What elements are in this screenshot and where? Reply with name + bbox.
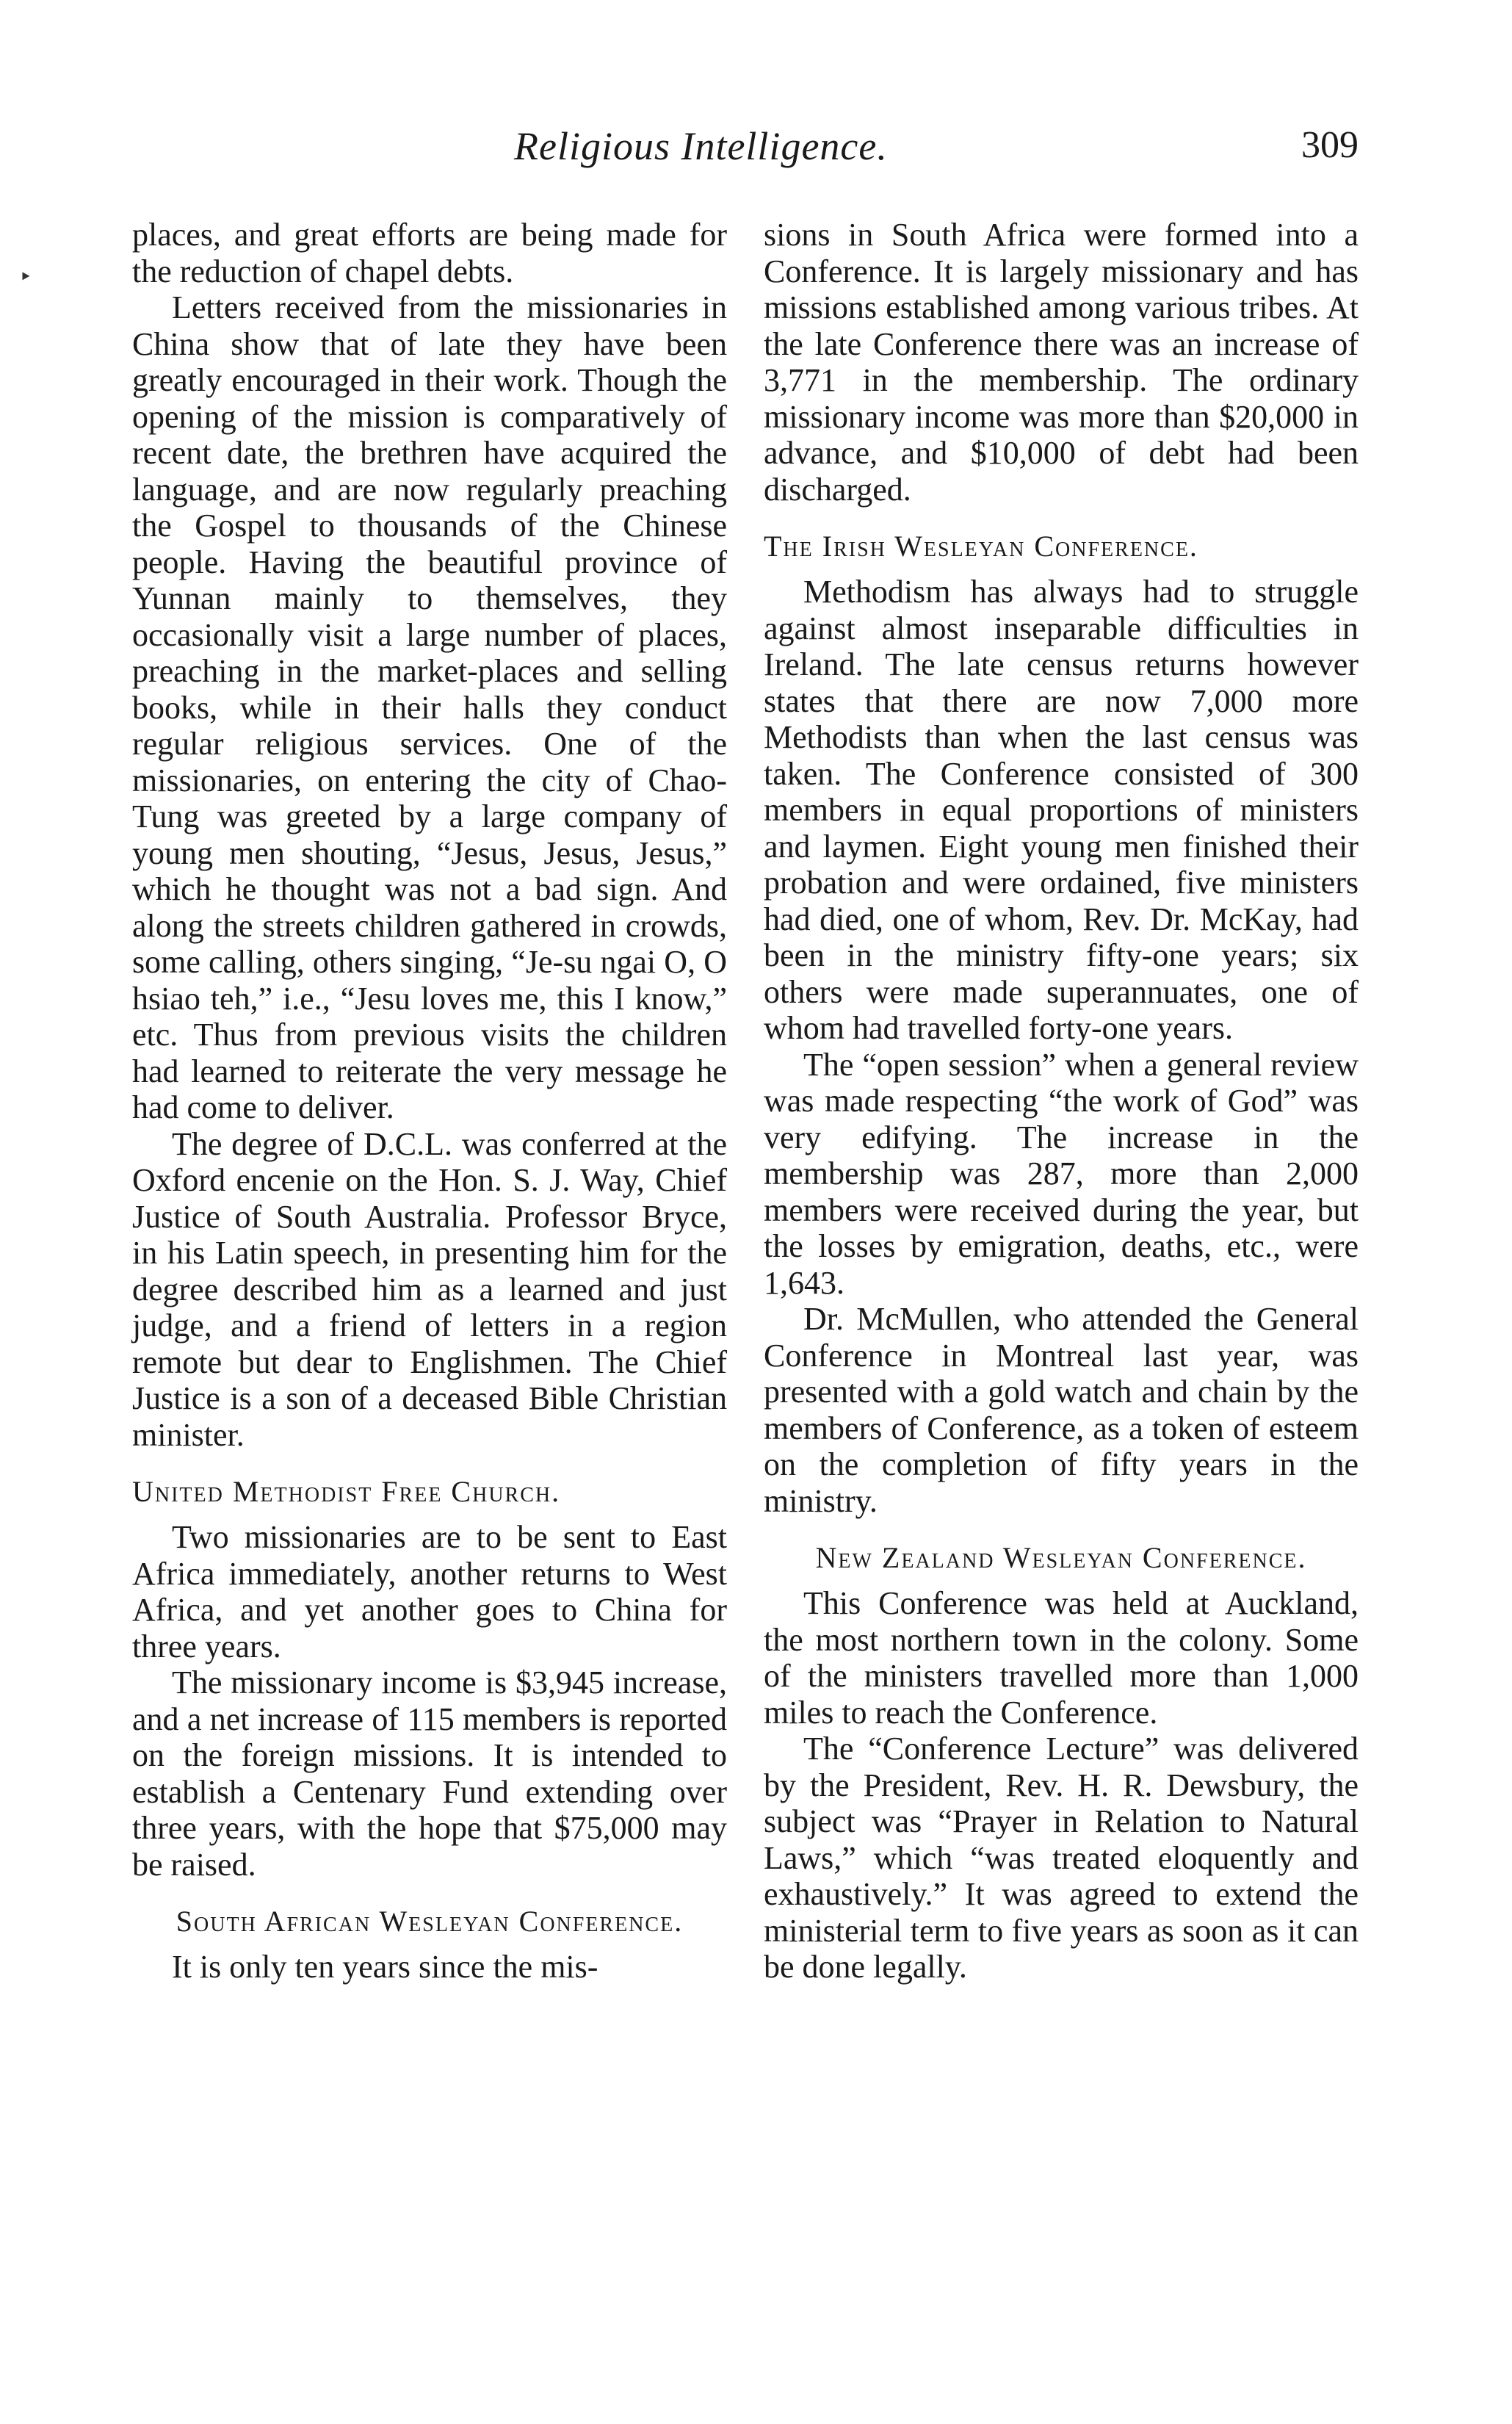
section-heading-new-zealand: New Zealand Wesleyan Conference. <box>815 1541 1307 1574</box>
paragraph-missionary-income: The missionary income is $3,945 increase, and a net increase of 115 members is reported on the foreign missions. It is intended to establish a Centenary Fund extending over three years, with the hope that $75,000 may be raised. <box>132 1664 727 1883</box>
paragraph-ten-years: It is only ten years since the mis- <box>172 1949 598 1985</box>
paragraph-missionaries-africa: Two missionaries are to be sent to East Africa immediately, another returns to West Africa, and yet another goes to China for three years. <box>132 1519 727 1664</box>
page-header <box>514 123 1359 175</box>
running-title: Religious Intelligence. <box>514 124 888 168</box>
paragraph-auckland: This Conference was held at Auckland, the most northern town in the colony. Some of the ministers travelled more than 1,000 miles to reach the Conference. <box>764 1585 1359 1731</box>
paragraph-open-session: The “open session” when a general review was made respecting “the work of God” was very edifying. The increase in the membership was 287, more than 2,000 members were received during the year, but the losses by emigration, deaths, etc., were 1,643. <box>764 1046 1359 1301</box>
right-column <box>764 217 1359 1985</box>
section-heading-irish-wesleyan: The Irish Wesleyan Conference. <box>764 530 1198 563</box>
section-heading-south-african: South African Wesleyan Conference. <box>176 1905 684 1938</box>
paragraph-dr-mcmullen: Dr. McMullen, who attended the General Conference in Montreal last year, was presented with a gold watch and chain by the members of Conference, as a token of esteem on the completion of fifty years in the ministry. <box>764 1301 1359 1519</box>
paragraph-chapel-debts: places, and great efforts are being made for the reduction of chapel debts. <box>132 217 727 289</box>
margin-mark: ‣ <box>19 265 32 289</box>
paragraph-south-africa-conference: sions in South Africa were formed into a Conference. It is largely missionary and has missions established among various tribes. At the late Conference there was an increase of 3,771 in the membership. The ordinary missionary income was more than $20,000 in advance, and $10,000 of debt had been discharged. <box>764 217 1359 508</box>
left-column <box>132 217 727 1985</box>
paragraph-dcl-degree: The degree of D.C.L. was conferred at the Oxford encenie on the Hon. S. J. Way, Chief Justice of South Australia. Professor Bryce, in his Latin speech, in presenting him for the degree described him as a learned and just judge, and a friend of letters in a region remote but dear to Englishmen. The Chief Justice is a son of a deceased Bible Christian minister. <box>132 1125 727 1453</box>
paragraph-conference-lecture: The “Conference Lecture” was delivered by the President, Rev. H. R. Dewsbury, the subject was “Prayer in Relation to Natural Laws,” which “was treated eloquently and exhaustively.” It was agreed to extend the ministerial term to five years as soon as it can be done legally. <box>764 1731 1359 1985</box>
page-number: 309 <box>1301 124 1359 166</box>
section-heading-united-methodist: United Methodist Free Church. <box>132 1475 561 1508</box>
paragraph-china-missionaries: Letters received from the missionaries in China show that of late they have been greatly encouraged in their work. Though the opening of the mission is comparatively of recent date, the brethren have acquired the language, and are now regularly preaching the Gospel to thousands of the Chinese people. Having the beautiful province of Yunnan mainly to themselves, they occasionally visit a large number of places, preaching in the market-places and selling books, while in their halls they conduct regular religious services. One of the missionaries, on entering the city of Chao-Tung was greeted by a large company of young men shouting, “Jesus, Jesus, Jesus,” which he thought was not a bad sign. And along the streets children gathered in crowds, some calling, others singing, “Je-su ngai O, O hsiao teh,” i.e., “Jesu loves me, this I know,” etc. Thus from previous visits the children had learned to reiterate the very message he had come to deliver. <box>132 289 727 1125</box>
paragraph-methodism-ireland: Methodism has always had to struggle against almost inseparable difficulties in Ireland. The late census returns however states that there are now 7,000 more Methodists than when the last census was taken. The Conference consisted of 300 members in equal proportions of ministers and laymen. Eight young men finished their probation and were ordained, five ministers had died, one of whom, Rev. Dr. McKay, had been in the ministry fifty-one years; six others were made superannuates, one of whom had travelled forty-one years. <box>764 574 1359 1046</box>
